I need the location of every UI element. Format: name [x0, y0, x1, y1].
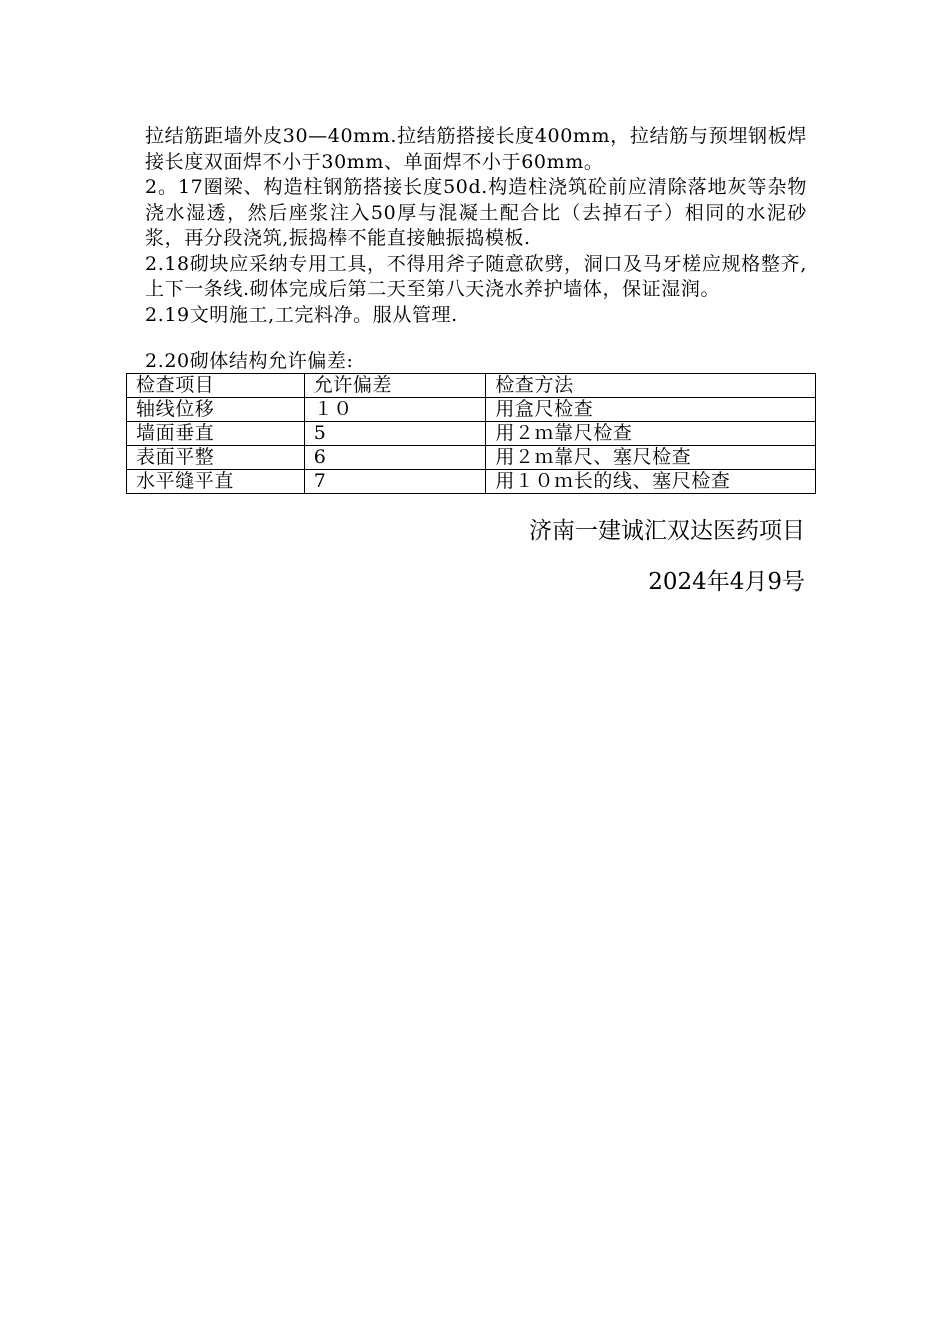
- tolerance-table: [126, 373, 816, 494]
- table-row: [127, 398, 816, 422]
- signature-organization: 济南一建诚汇双达医药项目: [529, 518, 805, 544]
- cell-tolerance: １０: [304, 398, 486, 422]
- table-row: [127, 422, 816, 446]
- cell-method: 用２ｍ靠尺检查: [486, 422, 816, 446]
- table-header-row: [127, 374, 816, 398]
- signature-date: 2024年4月9号: [648, 569, 805, 595]
- paragraph-2-19: 2.19文明施工,工完料净。服从管理.: [145, 303, 458, 326]
- cell-item: 水平缝平直: [127, 470, 305, 494]
- paragraph-2-18: 2.18砌块应采纳专用工具，不得用斧子随意砍劈，洞口及马牙槎应规格整齐,上下一条线.砌体完成后第二天至第八天浇水养护墙体，保证湿润。: [145, 252, 807, 300]
- paragraph-tie-bars: 拉结筋距墙外皮30—40mm.拉结筋搭接长度400mm，拉结筋与预埋钢板焊接长度双面焊不小于30mm、单面焊不小于60mm。: [145, 125, 807, 173]
- cell-item: 轴线位移: [127, 398, 305, 422]
- header-item: 检查项目: [127, 374, 305, 398]
- cell-tolerance: 7: [304, 470, 486, 494]
- paragraph-2-17: 2。17圈梁、构造柱钢筋搭接长度50d.构造柱浇筑砼前应清除落地灰等杂物浇水湿透，然后座浆注入50厚与混凝土配合比（去掉石子）相同的水泥砂浆，再分段浇筑,振捣棒不能直接触振捣模板.: [145, 176, 807, 249]
- cell-method: 用１０ｍ长的线、塞尺检查: [486, 470, 816, 494]
- cell-tolerance: 5: [304, 422, 486, 446]
- header-method: 检查方法: [486, 374, 816, 398]
- cell-method: 用盒尺检查: [486, 398, 816, 422]
- table-row: [127, 446, 816, 470]
- table-caption: 2.20砌体结构允许偏差:: [145, 350, 354, 372]
- cell-item: 墙面垂直: [127, 422, 305, 446]
- cell-item: 表面平整: [127, 446, 305, 470]
- table-row: [127, 470, 816, 494]
- cell-tolerance: 6: [304, 446, 486, 470]
- body-text: [145, 124, 807, 328]
- header-tolerance: 允许偏差: [304, 374, 486, 398]
- cell-method: 用２ｍ靠尺、塞尺检查: [486, 446, 816, 470]
